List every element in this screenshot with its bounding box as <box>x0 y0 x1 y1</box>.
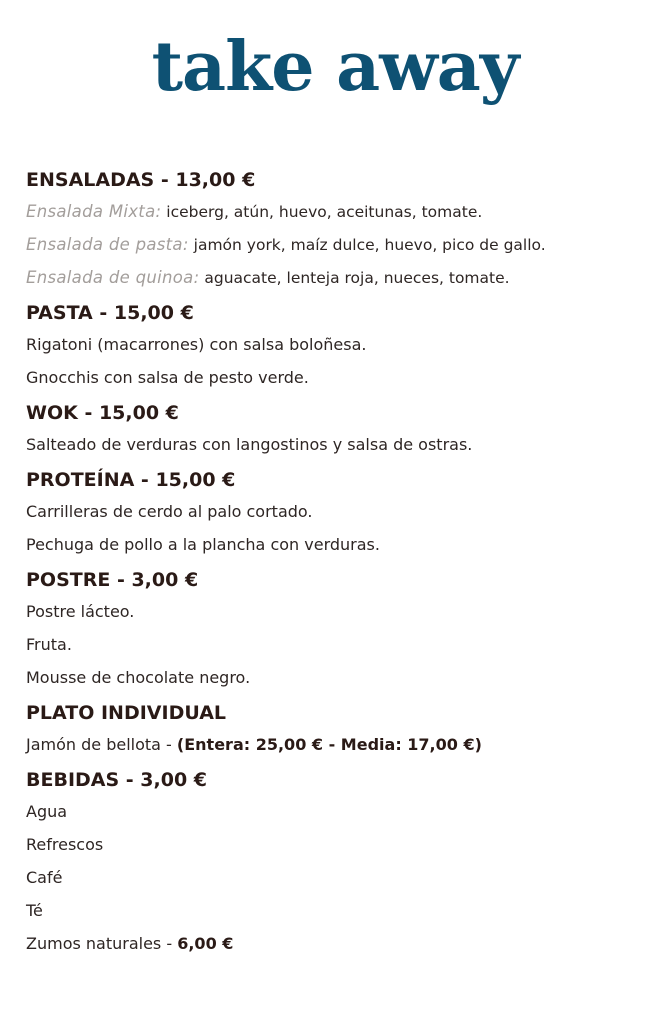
section-heading: ENSALADAS - 13,00 € <box>26 169 256 191</box>
item-text: jamón york, maíz dulce, huevo, pico de gallo. <box>188 236 546 254</box>
menu-item: Carrilleras de cerdo al palo cortado. <box>26 502 313 521</box>
item-text: Jamón de bellota - <box>26 735 177 754</box>
item-label: Ensalada de quinoa: <box>26 268 200 287</box>
section-heading: PROTEÍNA - 15,00 € <box>26 469 236 491</box>
menu <box>26 168 656 967</box>
menu-item <box>26 268 656 288</box>
section-ensaladas <box>26 168 656 288</box>
item-price: 6,00 € <box>177 934 234 953</box>
section-heading: WOK - 15,00 € <box>26 402 179 424</box>
item-label: Ensalada de pasta: <box>26 235 189 254</box>
menu-item: Café <box>26 868 63 887</box>
menu-item <box>26 202 656 222</box>
section-heading: BEBIDAS - 3,00 € <box>26 769 208 791</box>
section-heading: PLATO INDIVIDUAL <box>26 702 227 724</box>
menu-item: Mousse de chocolate negro. <box>26 668 251 687</box>
section-postre <box>26 568 656 688</box>
menu-item <box>26 934 656 954</box>
menu-item: Rigatoni (macarrones) con salsa boloñesa. <box>26 335 367 354</box>
item-label: Ensalada Mixta: <box>26 202 162 221</box>
menu-item: Pechuga de pollo a la plancha con verduras. <box>26 535 380 554</box>
page-title: take away <box>151 27 519 107</box>
menu-item <box>26 735 656 755</box>
item-price: (Entera: 25,00 € - Media: 17,00 €) <box>176 735 482 754</box>
section-plato-individual <box>26 701 656 755</box>
menu-item: Agua <box>26 802 68 821</box>
section-pasta <box>26 301 656 388</box>
section-proteina <box>26 468 656 555</box>
menu-item: Fruta. <box>26 635 72 654</box>
menu-item: Refrescos <box>26 835 104 854</box>
menu-item: Gnocchis con salsa de pesto verde. <box>26 368 309 387</box>
section-wok <box>26 401 656 455</box>
menu-item: Té <box>26 901 43 920</box>
section-heading: PASTA - 15,00 € <box>26 302 194 324</box>
item-text: aguacate, lenteja roja, nueces, tomate. <box>199 269 510 287</box>
item-text: iceberg, atún, huevo, aceitunas, tomate. <box>161 203 483 221</box>
section-bebidas <box>26 768 656 954</box>
menu-item <box>26 235 656 255</box>
section-heading: POSTRE - 3,00 € <box>26 569 199 591</box>
item-text: Zumos naturales - <box>26 934 178 953</box>
menu-item: Postre lácteo. <box>26 602 135 621</box>
menu-item: Salteado de verduras con langostinos y salsa de ostras. <box>26 435 473 454</box>
